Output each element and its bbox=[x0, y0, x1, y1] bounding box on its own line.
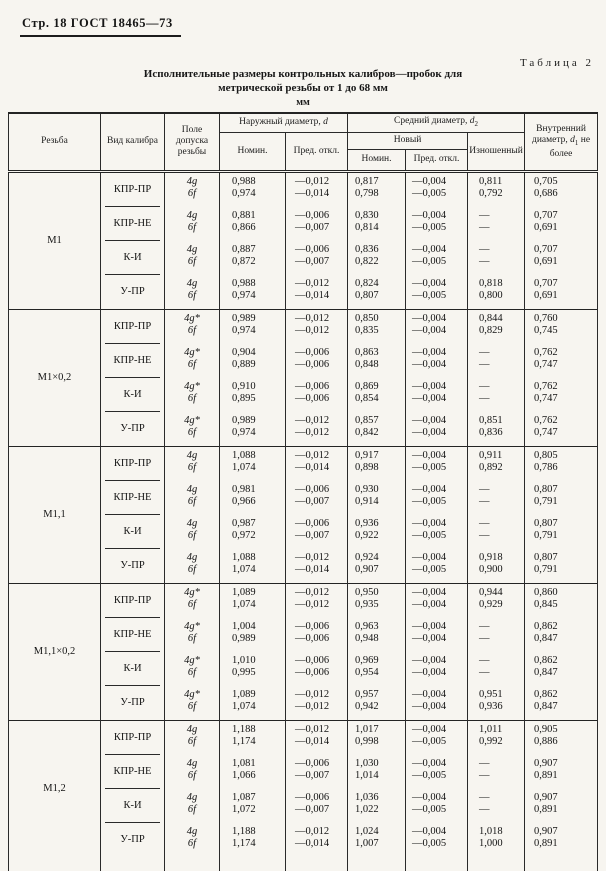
tolerance-field-cell: 4g 6f bbox=[165, 481, 220, 515]
worn-cell: 0,918 0,900 bbox=[468, 549, 525, 584]
tolerance-field-cell: 4g* 6f bbox=[165, 309, 220, 344]
middle-nominal-cell: 0,824 0,807 bbox=[348, 275, 406, 310]
outer-deviation-cell: —0,012 —0,012 bbox=[286, 309, 348, 344]
gauge-type-cell: У-ПР bbox=[101, 412, 165, 447]
header-tolerance: Поле допуска резьбы bbox=[165, 113, 220, 171]
worn-cell: 0,811 0,792 bbox=[468, 171, 525, 207]
outer-deviation-cell: —0,006 —0,007 bbox=[286, 515, 348, 549]
thread-size-cell: М1×0,2 bbox=[9, 309, 101, 446]
stub-cell bbox=[348, 857, 406, 871]
outer-deviation-cell: —0,012 —0,012 bbox=[286, 412, 348, 447]
gauge-type-cell: К-И bbox=[101, 652, 165, 686]
worn-cell: — — bbox=[468, 481, 525, 515]
tolerance-field-cell: 4g 6f bbox=[165, 207, 220, 241]
tolerance-field-cell: 4g* 6f bbox=[165, 686, 220, 721]
middle-deviation-cell: —0,004 —0,005 bbox=[406, 755, 468, 789]
worn-cell: 0,951 0,936 bbox=[468, 686, 525, 721]
title-line-2: метрической резьбы от 1 до 68 мм bbox=[218, 82, 388, 94]
worn-cell: 0,818 0,800 bbox=[468, 275, 525, 310]
units-label: мм bbox=[296, 97, 310, 108]
worn-cell: — — bbox=[468, 618, 525, 652]
outer-deviation-cell: —0,012 —0,012 bbox=[286, 583, 348, 618]
inner-diameter-cell: 0,807 0,791 bbox=[525, 481, 598, 515]
worn-cell: — — bbox=[468, 207, 525, 241]
gauge-type-cell: К-И bbox=[101, 515, 165, 549]
middle-nominal-cell: 1,030 1,014 bbox=[348, 755, 406, 789]
middle-deviation-cell: —0,004 —0,005 bbox=[406, 207, 468, 241]
inner-diameter-cell: 0,860 0,845 bbox=[525, 583, 598, 618]
worn-cell: — — bbox=[468, 378, 525, 412]
middle-nominal-cell: 0,817 0,798 bbox=[348, 171, 406, 207]
stub-cell bbox=[468, 857, 525, 871]
outer-deviation-cell: —0,012 —0,012 bbox=[286, 686, 348, 721]
inner-diameter-cell: 0,862 0,847 bbox=[525, 686, 598, 721]
middle-nominal-cell: 1,017 0,998 bbox=[348, 720, 406, 755]
outer-nominal-cell: 0,881 0,866 bbox=[220, 207, 286, 241]
outer-deviation-cell: —0,012 —0,014 bbox=[286, 171, 348, 207]
outer-deviation-cell: —0,006 —0,007 bbox=[286, 755, 348, 789]
outer-nominal-cell: 1,188 1,174 bbox=[220, 720, 286, 755]
gauge-type-cell: У-ПР bbox=[101, 275, 165, 310]
table-bottom-stub bbox=[9, 857, 598, 871]
outer-deviation-cell: —0,006 —0,006 bbox=[286, 652, 348, 686]
gauge-type-cell: К-И bbox=[101, 378, 165, 412]
tolerance-field-cell: 4g 6f bbox=[165, 789, 220, 823]
header-middle-nominal: Номин. bbox=[348, 149, 406, 171]
header-outer-nominal: Номин. bbox=[220, 132, 286, 171]
outer-nominal-cell: 1,088 1,074 bbox=[220, 446, 286, 481]
middle-nominal-cell: 0,930 0,914 bbox=[348, 481, 406, 515]
outer-deviation-cell: —0,012 —0,014 bbox=[286, 275, 348, 310]
inner-diameter-cell: 0,905 0,886 bbox=[525, 720, 598, 755]
middle-nominal-cell: 1,036 1,022 bbox=[348, 789, 406, 823]
header-thread: Резьба bbox=[9, 113, 101, 171]
middle-nominal-cell: 0,963 0,948 bbox=[348, 618, 406, 652]
gauge-type-cell: У-ПР bbox=[101, 686, 165, 721]
worn-cell: — — bbox=[468, 755, 525, 789]
thread-size-cell: М1,2 bbox=[9, 720, 101, 857]
header-middle-deviation: Пред. откл. bbox=[406, 149, 468, 171]
middle-nominal-cell: 0,863 0,848 bbox=[348, 344, 406, 378]
stub-cell bbox=[286, 857, 348, 871]
tolerance-field-cell: 4g 6f bbox=[165, 171, 220, 207]
outer-nominal-cell: 0,987 0,972 bbox=[220, 515, 286, 549]
gauge-type-cell: КПР-НЕ bbox=[101, 344, 165, 378]
outer-nominal-cell: 0,887 0,872 bbox=[220, 241, 286, 275]
worn-cell: 0,911 0,892 bbox=[468, 446, 525, 481]
gauge-type-cell: К-И bbox=[101, 241, 165, 275]
stub-cell bbox=[9, 857, 101, 871]
middle-nominal-cell: 0,957 0,942 bbox=[348, 686, 406, 721]
table-header bbox=[9, 113, 598, 171]
middle-deviation-cell: —0,004 —0,005 bbox=[406, 481, 468, 515]
middle-nominal-cell: 0,869 0,854 bbox=[348, 378, 406, 412]
outer-nominal-cell: 1,089 1,074 bbox=[220, 583, 286, 618]
inner-diameter-cell: 0,762 0,747 bbox=[525, 344, 598, 378]
outer-deviation-cell: —0,006 —0,006 bbox=[286, 618, 348, 652]
middle-deviation-cell: —0,004 —0,004 bbox=[406, 344, 468, 378]
thread-size-cell: М1,1 bbox=[9, 446, 101, 583]
tolerance-field-cell: 4g* 6f bbox=[165, 344, 220, 378]
inner-diameter-cell: 0,760 0,745 bbox=[525, 309, 598, 344]
middle-deviation-cell: —0,004 —0,005 bbox=[406, 446, 468, 481]
header-middle-diameter: Средний диаметр, $d_2$ bbox=[348, 113, 525, 132]
middle-nominal-cell: 0,830 0,814 bbox=[348, 207, 406, 241]
middle-nominal-cell: 0,917 0,898 bbox=[348, 446, 406, 481]
outer-nominal-cell: 1,081 1,066 bbox=[220, 755, 286, 789]
inner-diameter-cell: 0,807 0,791 bbox=[525, 515, 598, 549]
outer-deviation-cell: —0,006 —0,007 bbox=[286, 481, 348, 515]
outer-nominal-cell: 1,089 1,074 bbox=[220, 686, 286, 721]
outer-nominal-cell: 0,988 0,974 bbox=[220, 171, 286, 207]
stub-cell bbox=[220, 857, 286, 871]
middle-deviation-cell: —0,004 —0,004 bbox=[406, 618, 468, 652]
tolerance-field-cell: 4g* 6f bbox=[165, 378, 220, 412]
table-row bbox=[9, 171, 598, 207]
worn-cell: — — bbox=[468, 344, 525, 378]
outer-nominal-cell: 0,988 0,974 bbox=[220, 275, 286, 310]
page-header-text: Стр. 18 ГОСТ 18465—73 bbox=[22, 16, 173, 30]
inner-diameter-cell: 0,762 0,747 bbox=[525, 412, 598, 447]
stub-cell bbox=[406, 857, 468, 871]
tolerance-field-cell: 4g 6f bbox=[165, 515, 220, 549]
header-outer-diameter: Наружный диаметр, d bbox=[220, 113, 348, 132]
gauge-type-cell: КПР-НЕ bbox=[101, 618, 165, 652]
middle-nominal-cell: 0,924 0,907 bbox=[348, 549, 406, 584]
middle-nominal-cell: 0,857 0,842 bbox=[348, 412, 406, 447]
thread-size-cell: М1 bbox=[9, 171, 101, 309]
tolerance-field-cell: 4g 6f bbox=[165, 755, 220, 789]
inner-diameter-cell: 0,862 0,847 bbox=[525, 618, 598, 652]
header-worn: Изношенный bbox=[468, 132, 525, 171]
inner-diameter-cell: 0,707 0,691 bbox=[525, 241, 598, 275]
inner-diameter-cell: 0,807 0,791 bbox=[525, 549, 598, 584]
worn-cell: 1,011 0,992 bbox=[468, 720, 525, 755]
outer-deviation-cell: —0,006 —0,007 bbox=[286, 241, 348, 275]
tolerance-field-cell: 4g* 6f bbox=[165, 652, 220, 686]
middle-nominal-cell: 0,936 0,922 bbox=[348, 515, 406, 549]
page-header bbox=[20, 16, 181, 37]
middle-deviation-cell: —0,004 —0,005 bbox=[406, 241, 468, 275]
worn-cell: — — bbox=[468, 515, 525, 549]
middle-deviation-cell: —0,004 —0,005 bbox=[406, 515, 468, 549]
tolerance-field-cell: 4g 6f bbox=[165, 446, 220, 481]
worn-cell: — — bbox=[468, 652, 525, 686]
worn-cell: — — bbox=[468, 789, 525, 823]
inner-diameter-cell: 0,862 0,847 bbox=[525, 652, 598, 686]
outer-deviation-cell: —0,006 —0,006 bbox=[286, 344, 348, 378]
middle-nominal-cell: 1,024 1,007 bbox=[348, 823, 406, 857]
table-row bbox=[9, 583, 598, 618]
gauge-type-cell: КПР-ПР bbox=[101, 583, 165, 618]
inner-diameter-cell: 0,707 0,691 bbox=[525, 275, 598, 310]
outer-deviation-cell: —0,006 —0,007 bbox=[286, 207, 348, 241]
middle-deviation-cell: —0,004 —0,005 bbox=[406, 275, 468, 310]
stub-cell bbox=[525, 857, 598, 871]
gauge-type-cell: К-И bbox=[101, 789, 165, 823]
header-outer-deviation: Пред. откл. bbox=[286, 132, 348, 171]
worn-cell: 0,851 0,836 bbox=[468, 412, 525, 447]
table-row bbox=[9, 309, 598, 344]
table-body bbox=[9, 171, 598, 871]
middle-deviation-cell: —0,004 —0,004 bbox=[406, 378, 468, 412]
gauge-type-cell: КПР-НЕ bbox=[101, 755, 165, 789]
table-label: Таблица 2 bbox=[519, 57, 594, 69]
tolerance-field-cell: 4g* 6f bbox=[165, 583, 220, 618]
inner-diameter-cell: 0,707 0,691 bbox=[525, 207, 598, 241]
middle-deviation-cell: —0,004 —0,005 bbox=[406, 171, 468, 207]
tolerance-field-cell: 4g* 6f bbox=[165, 618, 220, 652]
middle-deviation-cell: —0,004 —0,005 bbox=[406, 720, 468, 755]
inner-diameter-cell: 0,907 0,891 bbox=[525, 789, 598, 823]
gauge-type-cell: КПР-НЕ bbox=[101, 481, 165, 515]
title-line-1: Исполнительные размеры контрольных калибров—пробок для bbox=[143, 68, 463, 80]
gauge-type-cell: У-ПР bbox=[101, 549, 165, 584]
outer-nominal-cell: 1,188 1,174 bbox=[220, 823, 286, 857]
outer-nominal-cell: 0,989 0,974 bbox=[220, 412, 286, 447]
outer-nominal-cell: 0,910 0,895 bbox=[220, 378, 286, 412]
table-row bbox=[9, 720, 598, 755]
middle-nominal-cell: 0,850 0,835 bbox=[348, 309, 406, 344]
outer-deviation-cell: —0,012 —0,014 bbox=[286, 549, 348, 584]
middle-deviation-cell: —0,004 —0,004 bbox=[406, 412, 468, 447]
dimension-table bbox=[8, 112, 598, 871]
middle-deviation-cell: —0,004 —0,005 bbox=[406, 549, 468, 584]
gauge-type-cell: КПР-НЕ bbox=[101, 207, 165, 241]
middle-deviation-cell: —0,004 —0,005 bbox=[406, 789, 468, 823]
worn-cell: 0,844 0,829 bbox=[468, 309, 525, 344]
gauge-type-cell: У-ПР bbox=[101, 823, 165, 857]
gauge-type-cell: КПР-ПР bbox=[101, 446, 165, 481]
tolerance-field-cell: 4g 6f bbox=[165, 241, 220, 275]
gauge-type-cell: КПР-ПР bbox=[101, 171, 165, 207]
worn-cell: 0,944 0,929 bbox=[468, 583, 525, 618]
middle-deviation-cell: —0,004 —0,004 bbox=[406, 686, 468, 721]
middle-deviation-cell: —0,004 —0,004 bbox=[406, 583, 468, 618]
outer-deviation-cell: —0,006 —0,006 bbox=[286, 378, 348, 412]
tolerance-field-cell: 4g 6f bbox=[165, 720, 220, 755]
outer-deviation-cell: —0,012 —0,014 bbox=[286, 720, 348, 755]
middle-nominal-cell: 0,836 0,822 bbox=[348, 241, 406, 275]
outer-nominal-cell: 1,088 1,074 bbox=[220, 549, 286, 584]
gauge-type-cell: КПР-ПР bbox=[101, 309, 165, 344]
gauge-type-cell: КПР-ПР bbox=[101, 720, 165, 755]
tolerance-field-cell: 4g 6f bbox=[165, 823, 220, 857]
worn-cell: — — bbox=[468, 241, 525, 275]
tolerance-field-cell: 4g 6f bbox=[165, 275, 220, 310]
middle-nominal-cell: 0,969 0,954 bbox=[348, 652, 406, 686]
inner-diameter-cell: 0,762 0,747 bbox=[525, 378, 598, 412]
header-new: Новый bbox=[348, 132, 468, 149]
outer-nominal-cell: 0,904 0,889 bbox=[220, 344, 286, 378]
thread-size-cell: М1,1×0,2 bbox=[9, 583, 101, 720]
document-title bbox=[0, 67, 606, 95]
middle-deviation-cell: —0,004 —0,005 bbox=[406, 823, 468, 857]
header-inner-diameter: Внутренний диаметр, $d_1$ не более bbox=[525, 113, 598, 171]
stub-cell bbox=[165, 857, 220, 871]
outer-nominal-cell: 1,010 0,995 bbox=[220, 652, 286, 686]
outer-deviation-cell: —0,006 —0,007 bbox=[286, 789, 348, 823]
inner-diameter-cell: 0,907 0,891 bbox=[525, 823, 598, 857]
outer-deviation-cell: —0,012 —0,014 bbox=[286, 823, 348, 857]
middle-deviation-cell: —0,004 —0,004 bbox=[406, 309, 468, 344]
stub-cell bbox=[101, 857, 165, 871]
outer-nominal-cell: 0,981 0,966 bbox=[220, 481, 286, 515]
inner-diameter-cell: 0,805 0,786 bbox=[525, 446, 598, 481]
middle-nominal-cell: 0,950 0,935 bbox=[348, 583, 406, 618]
header-gauge-type: Вид калибра bbox=[101, 113, 165, 171]
outer-deviation-cell: —0,012 —0,014 bbox=[286, 446, 348, 481]
middle-deviation-cell: —0,004 —0,004 bbox=[406, 652, 468, 686]
worn-cell: 1,018 1,000 bbox=[468, 823, 525, 857]
table-row bbox=[9, 446, 598, 481]
tolerance-field-cell: 4g 6f bbox=[165, 549, 220, 584]
tolerance-field-cell: 4g* 6f bbox=[165, 412, 220, 447]
outer-nominal-cell: 0,989 0,974 bbox=[220, 309, 286, 344]
inner-diameter-cell: 0,907 0,891 bbox=[525, 755, 598, 789]
outer-nominal-cell: 1,004 0,989 bbox=[220, 618, 286, 652]
outer-nominal-cell: 1,087 1,072 bbox=[220, 789, 286, 823]
inner-diameter-cell: 0,705 0,686 bbox=[525, 171, 598, 207]
